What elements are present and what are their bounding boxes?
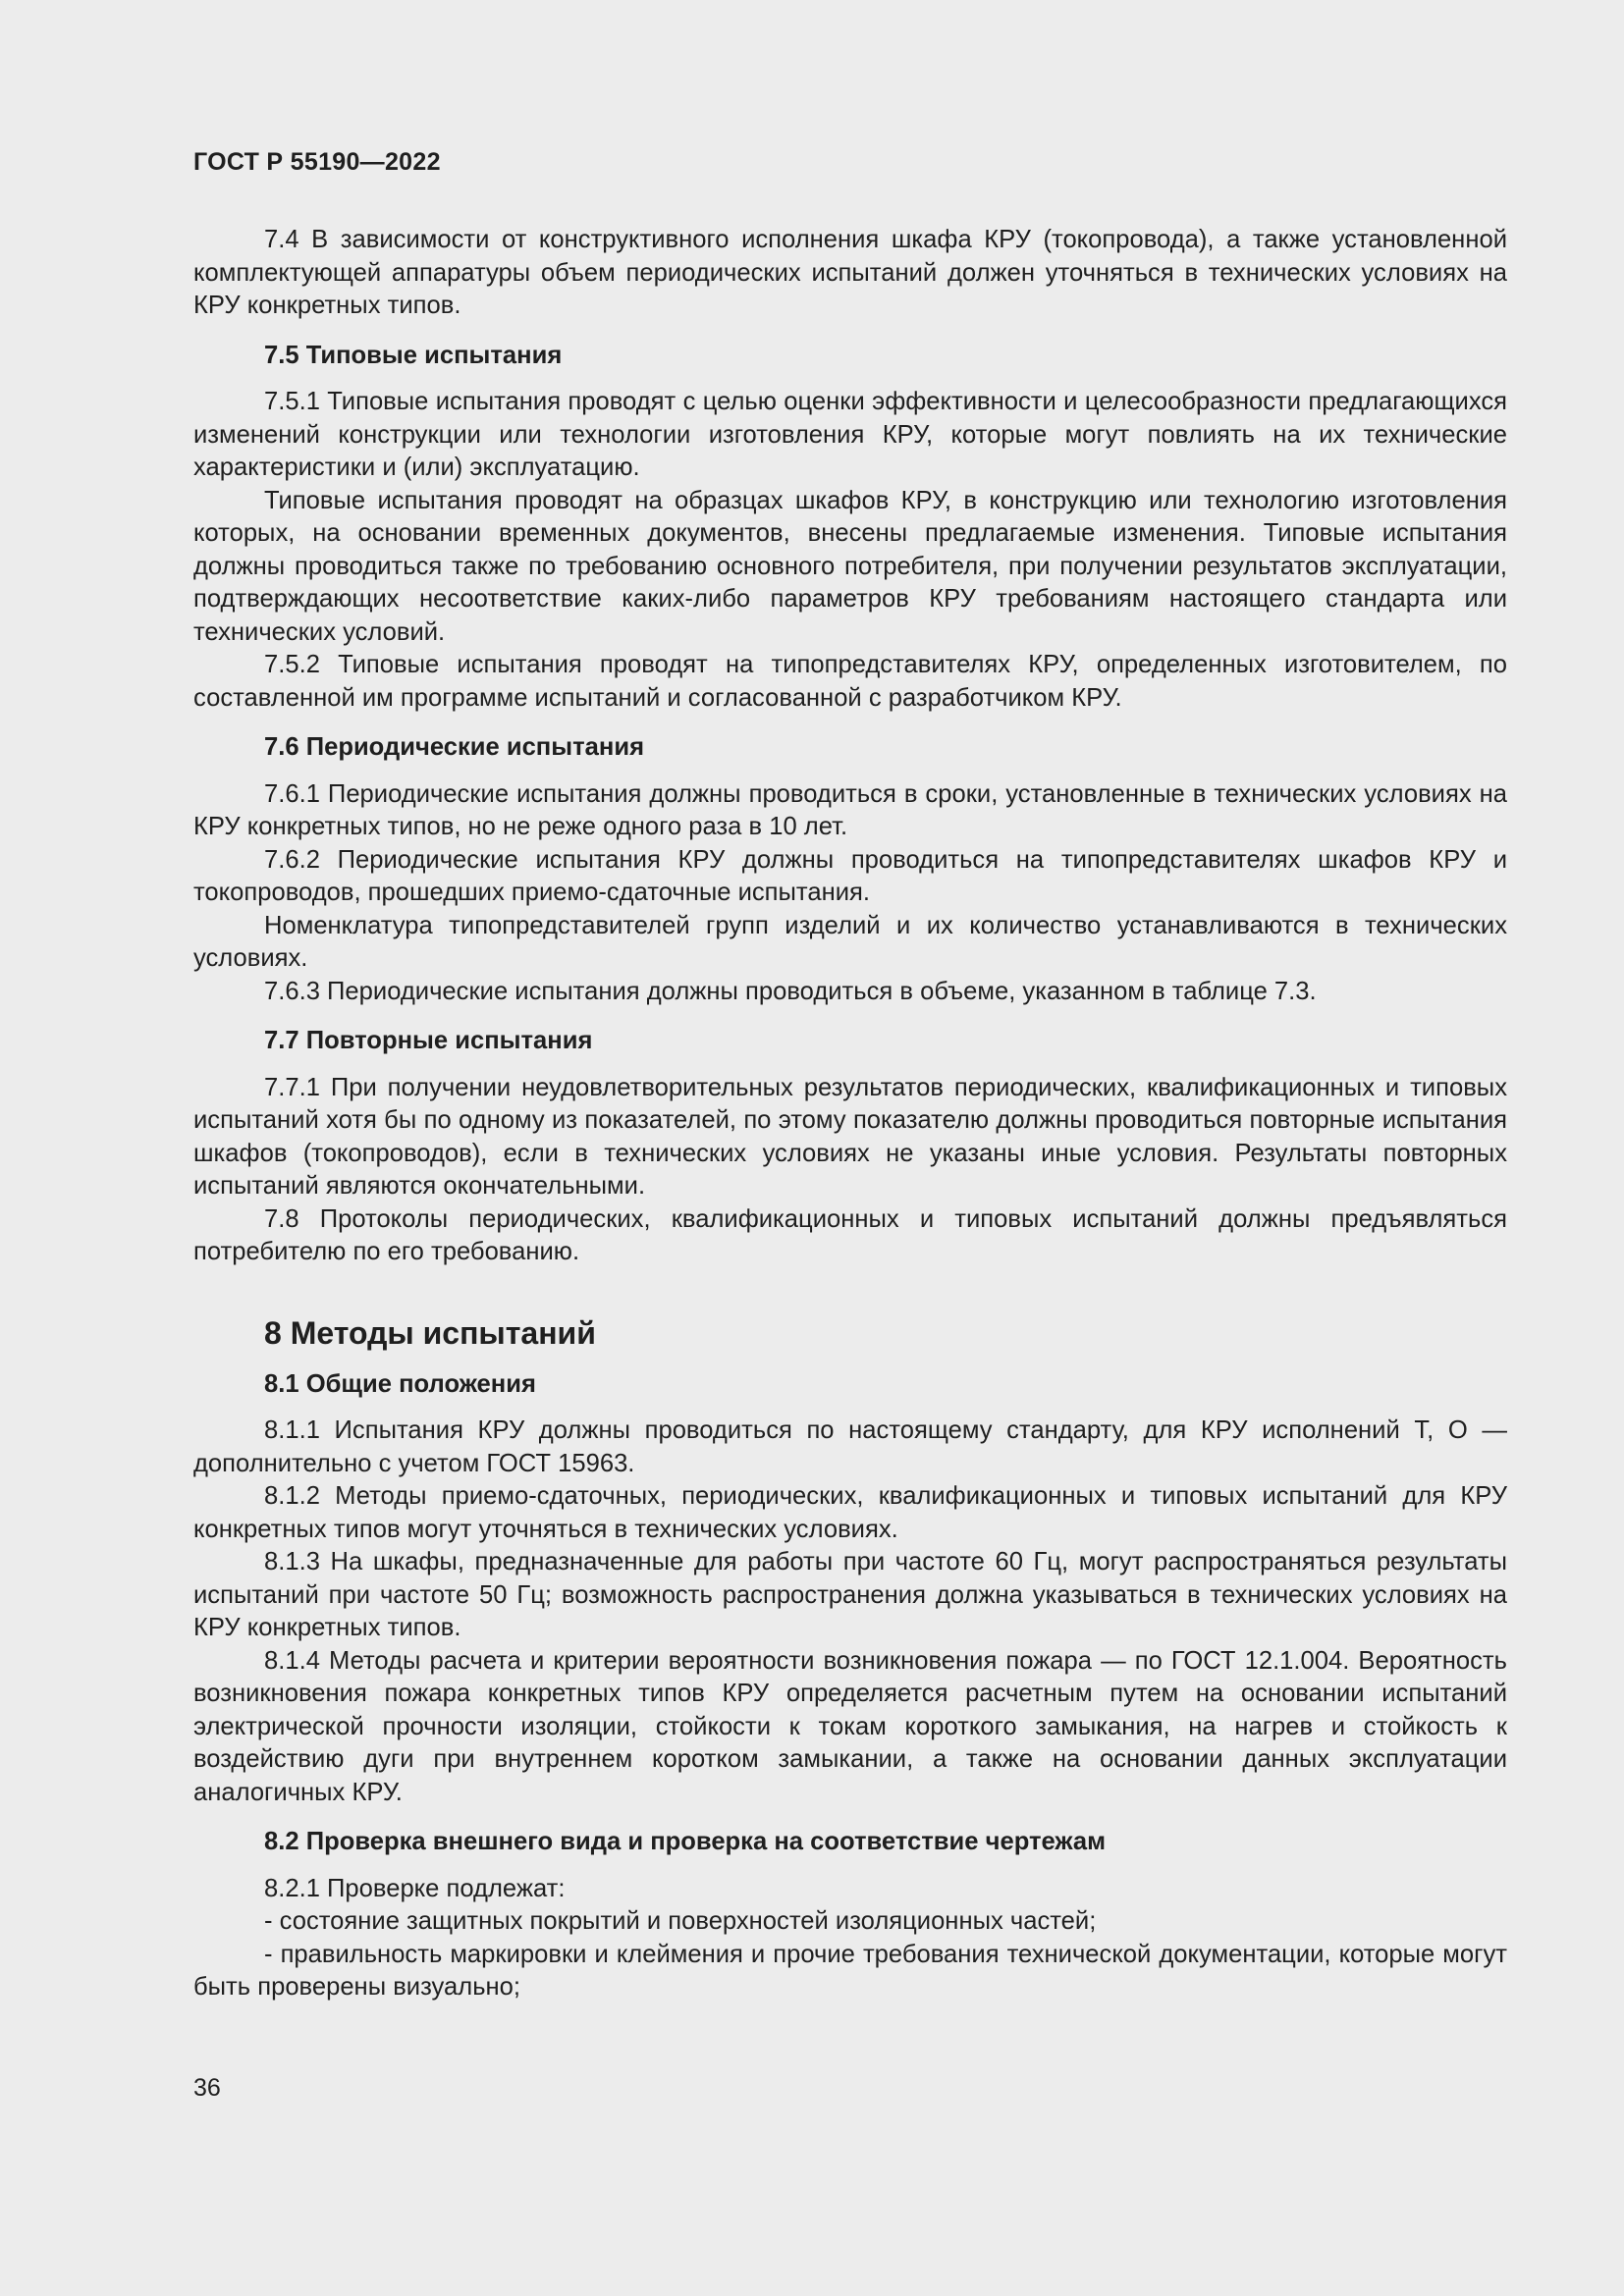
list-item: - правильность маркировки и клеймения и прочие требования технической документации, которые могут быть проверены визуально; (193, 1940, 1507, 2001)
paragraph: 8.1.4 Методы расчета и критерии вероятности возникновения пожара — по ГОСТ 12.1.004. Вероятность возникновения пожара конкретных типов КРУ определяется расчетным путем на основании испытаний электрической прочности изоляции, стойкости к токам короткого замыкания, на нагрев и стойкость к воздействию дуги при внутреннем коротком замыкании, а также на основании данных эксплуатации аналогичных КРУ. (193, 1646, 1507, 1806)
paragraph: 7.7.1 При получении неудовлетворительных результатов периодических, квалификационных и типовых испытаний хотя бы по одному из показателей, по этому показателю должны проводиться повторные испытания шкафов (токопроводов), если в технических условиях не указаны иные условия. Результаты повторных испытаний являются окончательными. (193, 1073, 1507, 1200)
list-item: - состояние защитных покрытий и поверхностей изоляционных частей; (264, 1907, 1097, 1935)
paragraph: 7.4 В зависимости от конструктивного исполнения шкафа КРУ (токопровода), а также установленной комплектующей аппаратуры объем периодических испытаний должен уточняться в технических условиях на КРУ конкретных типов. (193, 226, 1507, 319)
paragraph: 7.5.1 Типовые испытания проводят с целью оценки эффективности и целесообразности предлагающихся изменений конструкции или технологии изготовления КРУ, которые могут повлиять на их технические характеристики и (или) эксплуатацию. (193, 388, 1507, 481)
paragraph: 8.1.1 Испытания КРУ должны проводиться по настоящему стандарту, для КРУ исполнений Т, О — дополнительно с учетом ГОСТ 15963. (193, 1416, 1507, 1477)
paragraph: 8.1.3 На шкафы, предназначенные для работы при частоте 60 Гц, могут распространяться результаты испытаний при частоте 50 Гц; возможность распространения должна указываться в технических условиях на КРУ конкретных типов. (193, 1548, 1507, 1641)
subsection-heading: 7.6 Периодические испытания (264, 733, 645, 761)
subsection-heading: 8.2 Проверка внешнего вида и проверка на соответствие чертежам (264, 1828, 1107, 1855)
paragraph: 7.6.3 Периодические испытания должны проводиться в объеме, указанном в таблице 7.3. (264, 977, 1317, 1005)
paragraph: 7.8 Протоколы периодических, квалификационных и типовых испытаний должны предъявляться потребителю по его требованию. (193, 1204, 1507, 1265)
document-code: ГОСТ Р 55190—2022 (193, 148, 441, 176)
paragraph: 7.5.2 Типовые испытания проводят на типопредставителях КРУ, определенных изготовителем, по составленной им программе испытаний и согласованной с разработчиком КРУ. (193, 651, 1507, 712)
section-heading: 8 Методы испытаний (264, 1314, 596, 1351)
paragraph: 7.6.1 Периодические испытания должны проводиться в сроки, установленные в технических условиях на КРУ конкретных типов, но не реже одного раза в 10 лет. (193, 779, 1507, 840)
page-number: 36 (193, 2074, 221, 2102)
document-body (193, 224, 1507, 2004)
subsection-heading: 7.7 Повторные испытания (264, 1027, 593, 1054)
subsection-heading: 8.1 Общие положения (264, 1369, 536, 1398)
paragraph: 7.6.2 Периодические испытания КРУ должны проводиться на типопредставителях шкафов КРУ и токопроводов, прошедших приемо-сдаточные испытания. (193, 845, 1507, 906)
paragraph: 8.2.1 Проверке подлежат: (264, 1874, 566, 1902)
paragraph: Типовые испытания проводят на образцах шкафов КРУ, в конструкцию или технологию изготовления которых, на основании временных документов, внесены предлагаемые изменения. Типовые испытания должны проводиться также по требованию основного потребителя, при получении результатов эксплуатации, подтверждающих несоответствие каких-либо параметров КРУ требованиям настоящего стандарта или технических условий. (193, 486, 1507, 646)
paragraph: Номенклатура типопредставителей групп изделий и их количество устанавливаются в технических условиях. (193, 911, 1507, 972)
paragraph: 8.1.2 Методы приемо-сдаточных, периодических, квалификационных и типовых испытаний для КРУ конкретных типов могут уточняться в технических условиях. (193, 1482, 1507, 1543)
subsection-heading: 7.5 Типовые испытания (264, 341, 563, 369)
